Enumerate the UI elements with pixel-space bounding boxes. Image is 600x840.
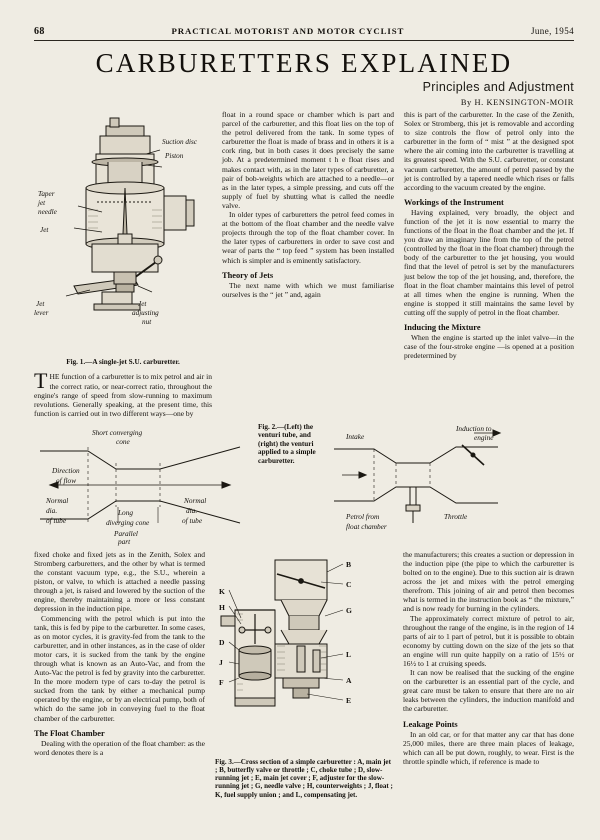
fig3-label-D: D (219, 637, 225, 647)
fig2-label-petrol-1: Petrol from (346, 511, 380, 521)
article-byline: By H. KENSINGTON-MOIR (460, 98, 574, 107)
fig3-label-E: E (346, 695, 352, 705)
figure-1-caption: Fig. 1.—A single-jet S.U. carburetter. (66, 358, 180, 366)
fig2-label-induction-2: engine (474, 432, 494, 442)
fig2-label-throttle: Throttle (444, 511, 468, 521)
fig1-label-needle: needle (38, 208, 57, 216)
figure-3-caption: Fig. 3.—Cross section of a simple carburetter : A, main jet ; B, butterfly valve or throttle ; C, choke tube ; D, slow-running jet ; E, main jet cover ; F, adjuster for the slow-running jet ; G, needle valve ; H, counterweights ; J, float ; K, fuel supply union ; and L, compensating jet. (215, 757, 393, 799)
paragraph: fixed choke and fixed jets as in the Zenith, Solex and Stromberg carburetters, and the other by what is termed the constant vacuum type, e.g., the S.U., wherein a piston, or valve, to which is attached a needle passing through a jet, is raised and lowered by the suction of the engine, thereby maintaining a more or less constant depression in the induction pipe. (34, 549, 205, 614)
heading-float-chamber: The Float Chamber (34, 728, 105, 738)
fig2-label-parallel-1: Parallel (114, 528, 138, 538)
paragraph: It can now be realised that the sucking of the engine on the carburetter is an essential part of the cycle, and great care must be taken to ensure that there are no air leaks between the cylinders, the induction manifold and the carburetter. (403, 668, 574, 714)
article-subtitle: Principles and Adjustment (422, 80, 574, 94)
fig3-label-H: H (219, 602, 225, 612)
heading-inducing: Inducing the Mixture (403, 322, 481, 332)
figure-1 (34, 110, 212, 355)
paragraph: The next name with which we must familiarise ourselves is the “ jet ” and, again (222, 280, 394, 299)
fig3-label-F: F (219, 677, 224, 687)
fig1-label-piston: Piston (165, 152, 184, 160)
fig3-label-J: J (219, 657, 223, 667)
fig2-label-short-cone: Short converging (92, 427, 143, 437)
fig2-label-induction-1: Induction to (456, 423, 492, 433)
fig2-label-direction-1: Direction (52, 465, 80, 475)
figure-2-carburetter-drawing (324, 423, 514, 535)
lower-column-three (403, 550, 574, 799)
paragraph: Commencing with the petrol which is put into the tank, this is fed by pipe to the carburetter. In some cases, as on motor cycles, it is gravity-fed from the tank to the carburetter, and in other instances, as in the case of older motor cars, it is sucked from the tank by the engine through what is known as an Auto-Vac, and from the Auto-Vac the petrol is fed by gravity into the carburetter. In the more modern type of cars to-day the petrol is sucked from the tank by either a mechanical pump operated by the engine, or by an electrical pump, both of which do the same job in conveying fuel to the float chamber of the carburetter. (34, 613, 205, 723)
article-title: CARBURETTERS EXPLAINED (95, 48, 513, 78)
fig3-label-C: C (346, 579, 352, 589)
fig1-label-nut-2: adjusting (132, 309, 159, 317)
paragraph: Dealing with the operation of the float chamber: as the word denotes there is a (34, 738, 205, 757)
fig3-label-L: L (346, 649, 352, 659)
figure-1-drawing (34, 110, 212, 342)
drop-cap: T (34, 368, 48, 394)
figure-2-band (34, 423, 574, 546)
fig2-label-parallel-2: part (118, 536, 131, 546)
fig1-label-nut-1: Jet (138, 300, 147, 308)
running-head (34, 26, 574, 41)
upper-columns (34, 110, 574, 418)
lower-column-one (34, 550, 205, 799)
figure-2-right (324, 423, 514, 546)
fig2-label-long-1: Long (118, 507, 134, 517)
fig1-label-jet: jet (38, 199, 46, 207)
paragraph: In older types of carburetters the petrol feed comes in at the bottom of the float chamber and the needle valve projects through the top of the float chamber cover. In the later types of carburetters in order to save cost and wear of parts the “ top feed ” system has been installed which is simpler and is eminently satisfactory. (222, 210, 394, 265)
column-one (34, 110, 212, 418)
figure-2-caption: Fig. 2.—(Left) the venturi tube, and (right) the venturi applied to a simple carburetter. (258, 422, 316, 465)
figure-2-left (34, 423, 250, 546)
fig2-label-direction-2: of flow (56, 475, 77, 485)
column-three-text (404, 110, 574, 192)
fig2-label-intake: Intake (346, 431, 365, 441)
column-three (404, 110, 574, 418)
fig2-label-petrol-2: float chamber (346, 521, 387, 531)
fig3-label-A: A (346, 675, 352, 685)
lower-columns (34, 550, 574, 799)
fig2-label-short-cone-2: cone (116, 436, 130, 446)
column-two-text (222, 110, 394, 265)
paragraph: The approximately correct mixture of petrol to air, throughout the range of the engine, is in the region of 14 parts of air to 1 part of petrol, but it is possible to obtain economy by cutting down on the size of the jets so that an engine will run quite happily on a ratio of 15½ or 16½ to 1 at cruising speeds. (403, 613, 574, 668)
issue-date: June, 1954 (531, 26, 574, 36)
paragraph: When the engine is started up the inlet valve—in the case of the four-stroke engine —is opened at a position predetermined by (403, 332, 574, 361)
paragraph: Having explained, very broadly, the object and function of the jet it is now essential to marry the functions of the float in the float chamber and the jet. If you draw an imaginary line from the top of the petrol (controlled by the float in the float chamber) through the body of the carburetter to the jet housing, you would find that the level of petrol is set by the manufacturers just below the top of the jet housing, and, therefore, the float in the float chamber maintains this level of petrol at all times when the engine is running. When the engine is stopped it still maintains the same level by cutting off the supply of petrol in the float chamber. (403, 207, 574, 317)
paragraph: this is part of the carburetter. In the case of the Zenith, Solex or Stromberg, this jet is removable and according to size controls the flow of petrol only into the carburetter in the form of “ mist ” at the designed spot where the air coming into the carburetter is travelling at its greatest speed. With the S.U. carburetter, or constant vacuum carburetter, the amount of petrol passed by the jet is controlled by a tapered needle which rises or falls according to the vacuum created by the engine. (403, 110, 574, 192)
fig1-label-jet-lever-2: lever (34, 309, 49, 317)
column-one-text (34, 368, 212, 418)
fig3-label-K: K (219, 586, 225, 596)
fig3-label-G: G (346, 605, 352, 615)
fig1-label-taper: Taper (38, 190, 55, 198)
fig2-label-normal-r3: of tube (182, 515, 203, 525)
heading-workings: Workings of the Instrument (403, 197, 504, 207)
paragraph: the manufacturers; this creates a suction or depression in the induction pipe (the pipe to which the carburetter is bolted on to the engine). Due to this suction air is drawn across the jet and mixes with the petrol emerging therefrom. This joining of air and petrol then becomes what is termed in the instruction book as “ the mixture,” and is now ready for burning in the cylinders. (403, 549, 574, 614)
figure-3-drawing (215, 550, 393, 750)
fig1-label-jet2: Jet (40, 226, 49, 234)
paragraph: float in a round space or chamber which is part and parcel of the carburetter, and this float lies on the top of the petrol delivered from the tank. In some types of carburetter the float is made of brass and in others it is a cork ring, but in both cases it does precisely the same job. At a predetermined moment t h e float rises and makes contact with, as in the later types of carburetter, a pair of bob-weights which are attached to a needle—or as in the later types, a simple pressing, and cuts off the supply of fuel by shutting what is called the needle valve. (222, 110, 394, 210)
fig1-label-jet-lever-1: Jet (36, 300, 45, 308)
lower-column-two (215, 550, 393, 799)
figure-2-venturi-drawing (34, 423, 250, 546)
paragraph: In an old car, or for that matter any car that has done 25,000 miles, there are three main places of leakage, which can all be put down, roughly, to wear. First is the throttle spindle which, if reference is made to (403, 729, 574, 766)
fig2-label-normal-r1: Normal (184, 495, 207, 505)
page-number: 68 (34, 26, 45, 37)
fig1-label-nut-3: nut (142, 318, 152, 326)
fig2-label-normal-1: Normal (46, 495, 69, 505)
fig2-label-long-2: diverging cone (106, 517, 150, 527)
fig2-label-normal-3: of tube (46, 515, 67, 525)
fig3-label-B: B (346, 559, 352, 569)
fig1-label-suction-disc: Suction disc (162, 138, 197, 146)
heading-theory-of-jets: Theory of Jets (222, 270, 274, 280)
fig2-label-normal-2: dia. (46, 505, 58, 515)
paragraph: THE function of a carburetter is to mix petrol and air in the correct ratio, or near-correct ratio, throughout the engine's range of speed from slow-running to maximum revolutions. Generally speaking, at the present time, this function is carried out in two different ways—one by (34, 368, 212, 418)
column-two (222, 110, 394, 418)
publication-title: PRACTICAL MOTORIST AND MOTOR CYCLIST (171, 26, 405, 36)
fig2-label-normal-r2: dia. (186, 505, 198, 515)
heading-leakage-points: Leakage Points (403, 719, 458, 729)
